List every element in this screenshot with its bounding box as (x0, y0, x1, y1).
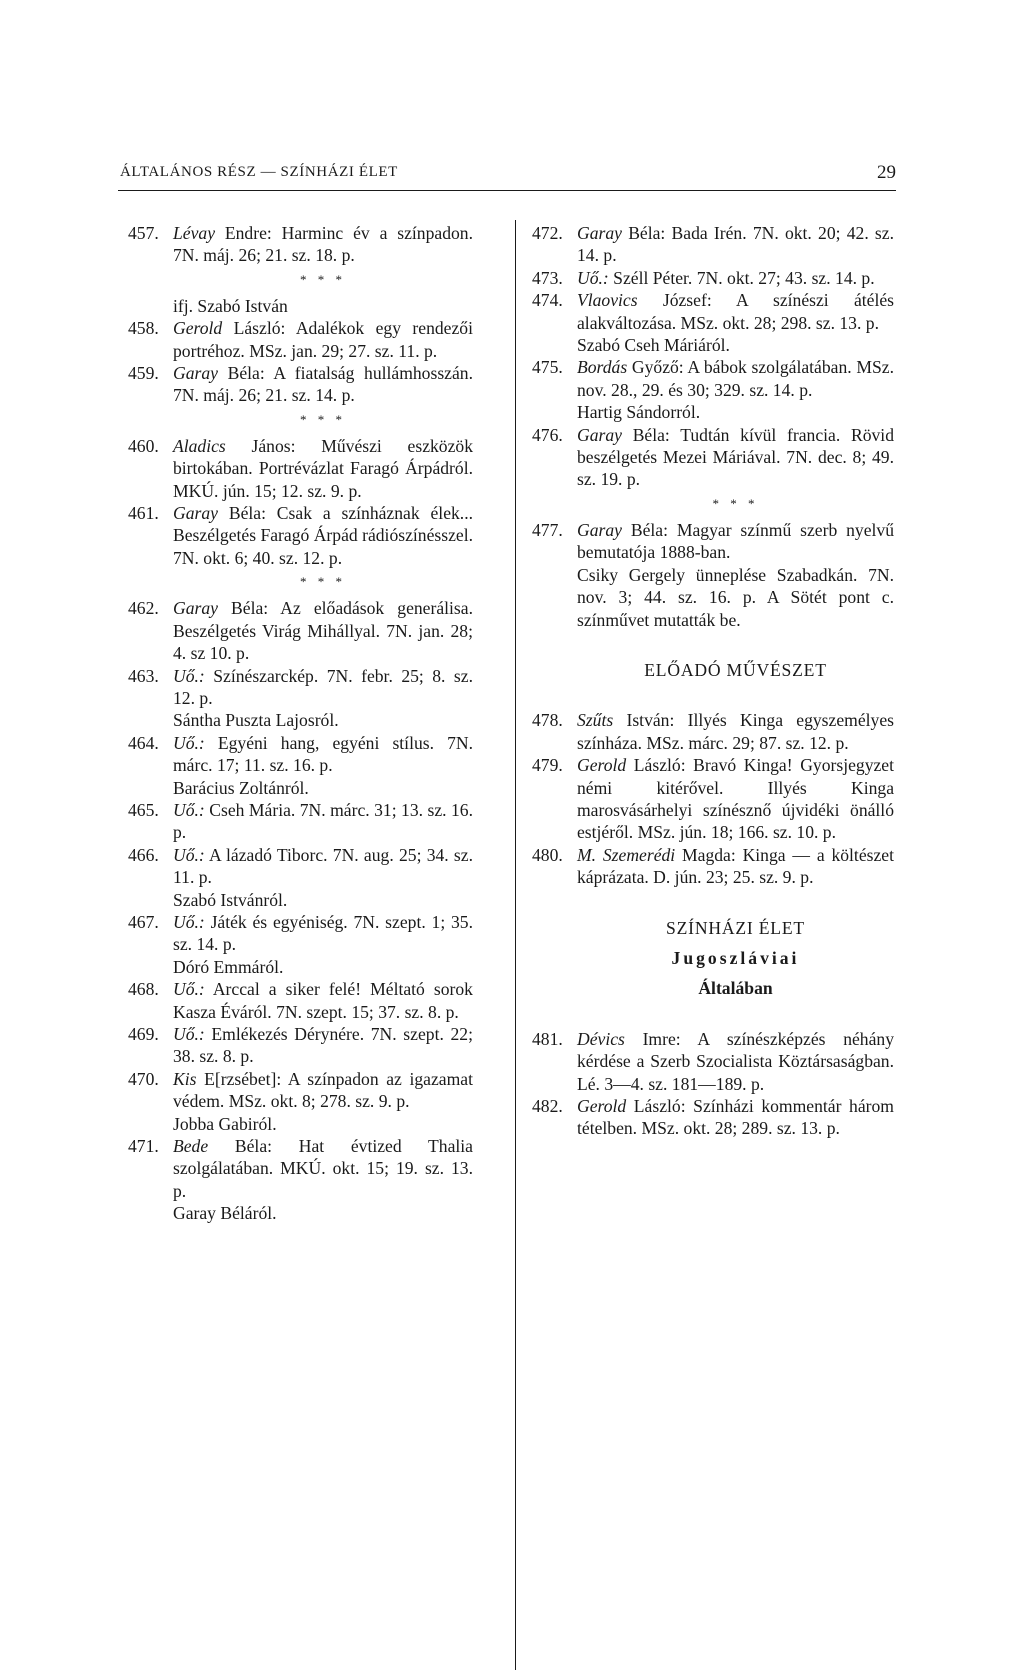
entry-460 (128, 435, 473, 502)
entry-author: Uő.: (173, 911, 205, 932)
entry-text: Béla: A fiatalság hullámhosszán. 7N. máj. 26; 21. sz. 14. p. (173, 363, 473, 406)
entry-number: 457. (128, 223, 159, 243)
separator: * * * (712, 495, 759, 511)
entry-text: Béla: Bada Irén. 7N. okt. 20; 42. sz. 14. p. (577, 223, 894, 266)
entry-text: Színészarckép. 7N. febr. 25; 8. sz. 12. p. (173, 665, 473, 708)
entry-author: Garay (577, 223, 622, 243)
entry-472 (532, 222, 894, 267)
entry-number: 482. (532, 1096, 563, 1116)
entry-text: Emlékezés Dérynére. 7N. szept. 22; 38. sz. 8. p. (173, 1024, 473, 1067)
entry-author: M. Szemerédi (577, 844, 676, 865)
entry-477 (532, 519, 894, 564)
subject-line: Jobba Gabiról. (173, 1113, 277, 1134)
entry-author: Gerold (173, 318, 223, 339)
entry-473 (532, 267, 894, 289)
entry-458 (128, 317, 473, 362)
entry-457 (128, 222, 473, 267)
page-number: 29 (877, 162, 896, 183)
entry-author: Garay (577, 424, 622, 445)
entry-text: A lázadó Tiborc. 7N. aug. 25; 34. sz. 11. p. (173, 844, 473, 888)
entry-text: Magda: Kinga — a költészet káprázata. D. jún. 23; 25. sz. 9. p. (577, 844, 894, 888)
right-column (532, 222, 894, 1140)
entry-number: 458. (128, 318, 159, 339)
entry-text: József: A színészi átélés alakváltozása. MSz. okt. 28; 298. sz. 13. p. (577, 290, 894, 333)
entry-author: Garay (577, 519, 622, 540)
entry-text: Béla: Az előadások generálisa. Beszélgetés Virág Mihállyal. 7N. jan. 28; 4. sz 10. p. (173, 598, 473, 664)
entry-author: Gerold (577, 1096, 627, 1116)
section-heading-eloado: ELŐADÓ MŰVÉSZET (644, 659, 827, 680)
subsection-heading-jugoszlaviai: Jugoszláviai (671, 947, 800, 968)
entry-text: Imre: A színészképzés néhány kérdése a Szerb Szocialista Köztársaságban. Lé. 3—4. sz. 181—189. p. (577, 1028, 894, 1094)
entry-number: 462. (128, 598, 159, 619)
entry-text: László: Bravó Kinga! Gyorsjegyzet némi kitérővel. Illyés Kinga marosvásárhelyi színésznő újvidéki önálló estjéről. MSz. jún. 18; 166. sz. 10. p. (577, 755, 894, 843)
entry-author: Dévics (577, 1028, 625, 1049)
separator: * * * (300, 271, 346, 287)
section-heading-szinhazi: SZÍNHÁZI ÉLET (666, 917, 805, 938)
subject-line: Barácius Zoltánról. (173, 777, 309, 798)
entry-464 (128, 732, 473, 777)
entry-number: 467. (128, 911, 159, 932)
entry-author: Kis (173, 1068, 197, 1089)
entry-number: 479. (532, 755, 563, 776)
entry-author: Garay (173, 363, 218, 384)
entry-number: 471. (128, 1136, 159, 1157)
entry-number: 478. (532, 710, 563, 731)
entry-number: 464. (128, 732, 159, 753)
header-rule (118, 190, 896, 191)
subject-line: Sántha Puszta Lajosról. (173, 710, 339, 731)
entry-text: Béla: Hat évtized Thalia szolgálatában. MKÚ. okt. 15; 19. sz. 13. p. (173, 1136, 473, 1201)
entry-text: Endre: Harminc év a színpadon. 7N. máj. 26; 21. sz. 18. p. (173, 223, 473, 266)
column-divider (515, 220, 516, 1670)
entry-author: Bordás (577, 357, 628, 378)
entry-text: E[rzsébet]: A színpadon az igazamat védem. MSz. okt. 8; 278. sz. 9. p. (173, 1068, 473, 1112)
entry-475 (532, 356, 894, 401)
entry-author: Szűts (577, 710, 614, 731)
entry-number: 469. (128, 1024, 159, 1044)
entry-462 (128, 597, 473, 664)
entry-text: Széll Péter. 7N. okt. 27; 43. sz. 14. p. (613, 267, 875, 288)
entry-469 (128, 1023, 473, 1068)
entry-471 (128, 1135, 473, 1202)
separator: * * * (300, 411, 346, 427)
entry-author: Garay (173, 503, 218, 524)
entry-text: István: Illyés Kinga egyszemélyes színháza. MSz. márc. 29; 87. sz. 12. p. (577, 710, 894, 753)
entry-author: Uő.: (173, 1024, 205, 1044)
entry-463 (128, 665, 473, 710)
entry-text: László: Színházi kommentár három tételben. MSz. okt. 28; 289. sz. 13. p. (577, 1096, 894, 1139)
entry-author: Garay (173, 598, 218, 619)
entry-478 (532, 709, 894, 754)
entry-text: Arccal a siker felé! Méltató sorok Kasza Éváról. 7N. szept. 15; 37. sz. 8. p. (173, 979, 473, 1022)
entry-number: 463. (128, 665, 159, 686)
entry-number: 470. (128, 1068, 159, 1089)
entry-number: 474. (532, 290, 563, 311)
page-header (118, 158, 896, 194)
entry-author: Uő.: (173, 665, 205, 686)
entry-number: 461. (128, 503, 159, 524)
entry-author: Bede (173, 1136, 209, 1157)
subject-line: Hartig Sándorról. (577, 402, 701, 423)
entry-number: 477. (532, 519, 563, 540)
entry-text: Béla: Tudtán kívül francia. Rövid beszélgetés Mezei Máriával. 7N. dec. 8; 49. sz. 19. p. (577, 424, 894, 490)
entry-number: 466. (128, 844, 159, 865)
left-column (128, 222, 473, 1225)
subject-line: Garay Béláról. (173, 1203, 277, 1224)
entry-author: Gerold (577, 755, 627, 776)
subject-line: Szabó Istvánról. (173, 889, 288, 910)
entry-text: Béla: Csak a színháznak élek... Beszélgetés Faragó Árpád rádiószínésszel. 7N. okt. 6; 40. sz. 12. p. (173, 503, 473, 568)
entry-481 (532, 1028, 894, 1095)
entry-468 (128, 978, 473, 1023)
subsection-heading-altalaban: Általában (698, 978, 773, 999)
entry-text: Játék és egyéniség. 7N. szept. 1; 35. sz. 14. p. (173, 911, 473, 955)
entry-number: 459. (128, 363, 159, 384)
entry-text: Cseh Mária. 7N. márc. 31; 13. sz. 16. p. (173, 799, 473, 843)
subject-line: Csiky Gergely ünneplése Szabadkán. 7N. nov. 3; 44. sz. 16. p. A Sötét pont c. színművet mutatták be. (577, 564, 894, 630)
entry-text: László: Adalékok egy rendezői portréhoz. MSz. jan. 29; 27. sz. 11. p. (173, 318, 473, 361)
entry-476 (532, 424, 894, 491)
entry-text: Egyéni hang, egyéni stílus. 7N. márc. 17; 11. sz. 16. p. (173, 732, 473, 776)
entry-466 (128, 844, 473, 889)
entry-number: 481. (532, 1028, 563, 1049)
entry-text: Béla: Magyar színmű szerb nyelvű bemutatója 1888-ban. (577, 519, 894, 563)
entry-474 (532, 289, 894, 334)
entry-author: Uő.: (173, 732, 205, 753)
entry-479 (532, 754, 894, 844)
separator: * * * (300, 574, 346, 590)
entry-number: 460. (128, 435, 159, 456)
entry-author: Uő.: (173, 799, 205, 820)
entry-number: 472. (532, 223, 563, 243)
entry-465 (128, 799, 473, 844)
entry-459 (128, 362, 473, 407)
entry-467 (128, 911, 473, 956)
subject-line: ifj. Szabó István (173, 295, 288, 316)
entry-number: 468. (128, 979, 159, 1000)
entry-number: 480. (532, 844, 563, 865)
entry-482 (532, 1095, 894, 1140)
entry-470 (128, 1068, 473, 1113)
entry-number: 476. (532, 424, 563, 445)
subject-line: Szabó Cseh Máriáról. (577, 335, 730, 356)
entry-number: 473. (532, 267, 563, 288)
entry-author: Uő.: (577, 267, 609, 288)
entry-author: Vlaovics (577, 290, 638, 311)
entry-text: Győző: A bábok szolgálatában. MSz. nov. 28., 29. és 30; 329. sz. 14. p. (577, 357, 894, 400)
entry-author: Uő.: (173, 844, 205, 865)
running-head: ÁLTALÁNOS RÉSZ — SZÍNHÁZI ÉLET (120, 164, 398, 180)
entry-480 (532, 844, 894, 889)
entry-number: 465. (128, 799, 159, 820)
entry-author: Aladics (173, 435, 226, 456)
subject-line: Dóró Emmáról. (173, 956, 284, 977)
entry-author: Uő.: (173, 979, 205, 1000)
entry-text: János: Művészi eszközök birtokában. Portrévázlat Faragó Árpádról. MKÚ. jún. 15; 12. sz. 9. p. (173, 435, 473, 501)
entry-number: 475. (532, 357, 563, 378)
entry-461 (128, 502, 473, 569)
entry-author: Lévay (173, 223, 216, 243)
